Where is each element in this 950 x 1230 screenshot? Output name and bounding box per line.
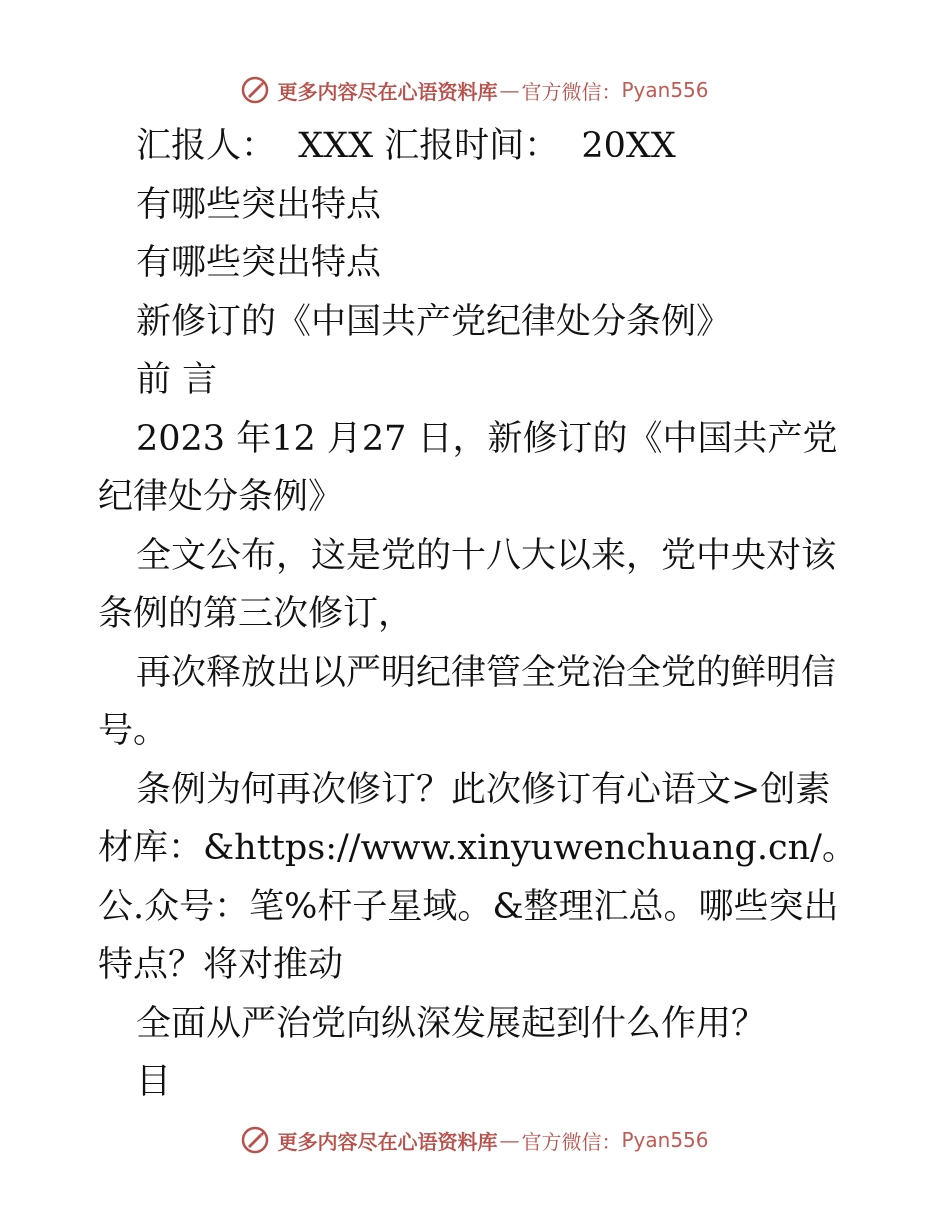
heading-features-repeat: 有哪些突出特点 (136, 243, 382, 283)
heading-features: 有哪些突出特点 (136, 184, 382, 225)
watermark-wechat-id: Pyan556 (621, 1128, 709, 1152)
watermark-wechat-label: 官方微信： (521, 1129, 622, 1154)
watermark-wechat-id: Pyan556 (621, 78, 709, 102)
paragraph-effect: 全面从严治党向纵深发展起到什么作用？ (136, 1003, 767, 1044)
preface-heading: 前 言 (136, 360, 218, 400)
paragraph-contents: 目 (136, 1062, 172, 1102)
header-watermark (0, 70, 950, 110)
watermark-separator: — (499, 1128, 520, 1152)
footer-watermark (0, 1120, 950, 1160)
reporter-line: 汇报人： XXX 汇报时间： 20XX (136, 126, 676, 166)
watermark-wechat-label: 官方微信： (521, 79, 622, 104)
quill-logo-icon (241, 76, 269, 104)
watermark-separator: — (499, 78, 520, 102)
watermark-main-text: 更多内容尽在心语资料库 (277, 1129, 498, 1154)
paragraph-question: 条例为何再次修订？此次修订有心语文>创素材库：&https://www.xinyuwenchuang.cn/。公.众号：笔%杆子星域。&整理汇总。哪些突出特点？将对推动 (98, 769, 857, 985)
watermark-main-text: 更多内容尽在心语资料库 (277, 79, 498, 104)
paragraph-publication: 全文公布，这是党的十八大以来，党中央对该条例的第三次修订， (98, 535, 837, 634)
quill-logo-icon (241, 1126, 269, 1154)
paragraph-date: 2023 年12 月27 日，新修订的《中国共产党纪律处分条例》 (98, 418, 838, 517)
paragraph-signal: 再次释放出以严明纪律管全党治全党的鲜明信号。 (98, 652, 837, 751)
document-body (98, 117, 858, 1112)
document-title: 新修订的《中国共产党纪律处分条例》 (136, 301, 732, 342)
